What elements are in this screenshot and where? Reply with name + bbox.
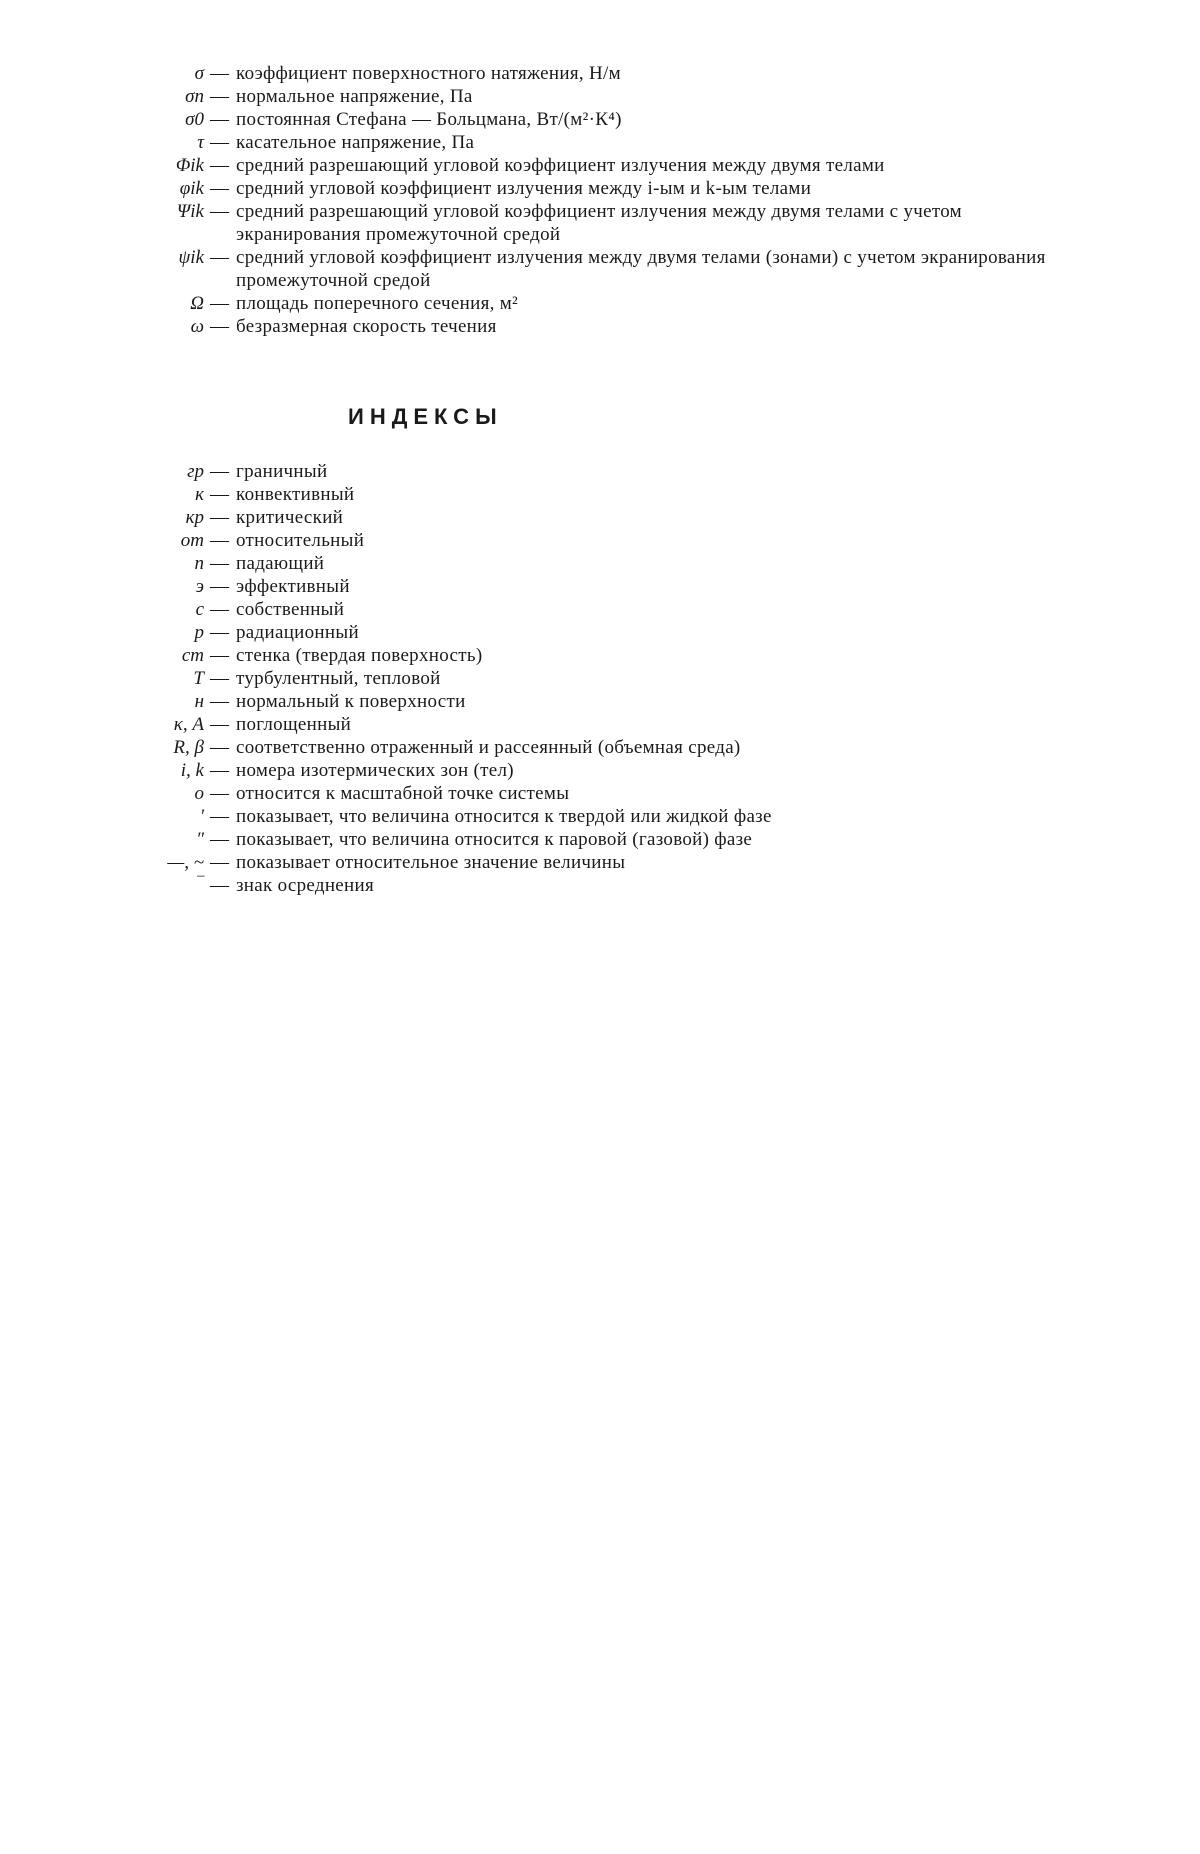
dash-separator: — (210, 484, 229, 505)
index-entry (0, 552, 1200, 575)
symbol: гр (187, 461, 204, 482)
index-entry (0, 805, 1200, 828)
symbol: от (180, 530, 204, 551)
dash-separator: — (210, 86, 229, 107)
definition: средний угловой коэффициент излучения между i-ым и k-ым телами (236, 178, 812, 199)
symbol-entry (0, 200, 1200, 246)
definition: нормальное напряжение, Па (236, 86, 473, 107)
definition: эффективный (236, 576, 350, 597)
index-entry (0, 851, 1200, 874)
dash-separator: — (210, 109, 229, 130)
dash-separator: — (210, 783, 229, 804)
index-entry (0, 690, 1200, 713)
definition: постоянная Стефана — Больцмана, Вт/(м²·К⁴) (236, 109, 622, 130)
definition: средний разрешающий угловой коэффициент излучения между двумя телами (236, 155, 885, 176)
symbol: Ω (190, 293, 204, 314)
definition: средний разрешающий угловой коэффициент излучения между двумя телами с учетом экранирования промежуточной средой (236, 201, 962, 245)
symbol-entry (0, 131, 1200, 154)
definition: конвективный (236, 484, 355, 505)
index-entry (0, 874, 1200, 897)
dash-separator: — (210, 668, 229, 689)
index-entry (0, 713, 1200, 736)
dash-separator: — (210, 622, 229, 643)
dash-separator: — (210, 293, 229, 314)
index-entry (0, 483, 1200, 506)
definition: радиационный (236, 622, 359, 643)
dash-separator: — (210, 875, 229, 896)
index-entry (0, 828, 1200, 851)
symbol: ψik (178, 247, 204, 268)
definition: средний угловой коэффициент излучения между двумя телами (зонами) с учетом экранирования промежуточной средой (236, 247, 1046, 291)
dash-separator: — (210, 201, 229, 222)
index-entry (0, 598, 1200, 621)
definition: знак осреднения (236, 875, 375, 896)
definition: нормальный к поверхности (236, 691, 466, 712)
definition: площадь поперечного сечения, м² (236, 293, 519, 314)
dash-separator: — (210, 132, 229, 153)
symbol: φik (179, 178, 204, 199)
symbol: τ (197, 132, 204, 153)
dash-separator: — (210, 737, 229, 758)
symbol: ст (181, 645, 204, 666)
symbol: σ (194, 63, 204, 84)
dash-separator: — (210, 645, 229, 666)
index-list (0, 460, 1200, 897)
symbol: с (195, 599, 204, 620)
dash-separator: — (210, 316, 229, 337)
definition: стенка (твердая поверхность) (236, 645, 483, 666)
dash-separator: — (210, 806, 229, 827)
symbol: Φik (175, 155, 204, 176)
index-entry (0, 575, 1200, 598)
dash-separator: — (210, 63, 229, 84)
symbol: κ, A (173, 714, 204, 735)
symbol-entry (0, 292, 1200, 315)
symbol-entry (0, 246, 1200, 292)
dash-separator: — (210, 507, 229, 528)
dash-separator: — (210, 178, 229, 199)
symbol: ω (190, 316, 204, 337)
symbol: э (195, 576, 204, 597)
index-entry (0, 667, 1200, 690)
dash-separator: — (210, 247, 229, 268)
dash-separator: — (210, 852, 229, 873)
section-heading: ИНДЕКСЫ (348, 404, 503, 429)
dash-separator: — (210, 714, 229, 735)
symbol-entry (0, 154, 1200, 177)
definition: показывает, что величина относится к паровой (газовой) фазе (236, 829, 753, 850)
definition: соответственно отраженный и рассеянный (объемная среда) (236, 737, 741, 758)
symbol-entry (0, 315, 1200, 338)
definition: собственный (236, 599, 345, 620)
symbol: —, ~ (167, 852, 204, 873)
symbol: ″ (196, 829, 204, 850)
definition: поглощенный (236, 714, 352, 735)
index-entry (0, 529, 1200, 552)
symbol: п (194, 553, 204, 574)
definition: касательное напряжение, Па (236, 132, 475, 153)
symbol-entry (0, 108, 1200, 131)
definition: относится к масштабной точке системы (236, 783, 570, 804)
symbol: о (194, 783, 204, 804)
dash-separator: — (210, 599, 229, 620)
dash-separator: — (210, 461, 229, 482)
definition: номера изотермических зон (тел) (236, 760, 514, 781)
dash-separator: — (210, 553, 229, 574)
definition: коэффициент поверхностного натяжения, Н/м (236, 63, 621, 84)
definition: критический (236, 507, 344, 528)
definition: граничный (236, 461, 328, 482)
index-entry (0, 736, 1200, 759)
definition: безразмерная скорость течения (236, 316, 497, 337)
index-entry (0, 460, 1200, 483)
index-entry (0, 782, 1200, 805)
index-entry (0, 506, 1200, 529)
dash-separator: — (210, 829, 229, 850)
dash-separator: — (210, 576, 229, 597)
symbol-list (0, 62, 1200, 338)
symbol: i, k (180, 760, 204, 781)
dash-separator: — (210, 530, 229, 551)
symbol: Ψik (176, 201, 204, 222)
symbol: р (194, 622, 204, 643)
definition: показывает относительное значение величины (236, 852, 626, 873)
definition: турбулентный, тепловой (236, 668, 441, 689)
symbol-entry (0, 62, 1200, 85)
index-entry (0, 621, 1200, 644)
symbol: ′ (199, 806, 204, 827)
symbol-entry (0, 85, 1200, 108)
symbol: σn (185, 86, 204, 107)
dash-separator: — (210, 691, 229, 712)
symbol-entry (0, 177, 1200, 200)
symbol: н (194, 691, 204, 712)
symbol: к (195, 484, 204, 505)
symbol: ‾ (197, 875, 204, 896)
symbol: T (193, 668, 204, 689)
symbol: кр (185, 507, 204, 528)
symbol: σ0 (185, 109, 204, 130)
definition: падающий (236, 553, 325, 574)
definition: показывает, что величина относится к твердой или жидкой фазе (236, 806, 772, 827)
symbol: R, β (173, 737, 204, 758)
index-entry (0, 759, 1200, 782)
index-entry (0, 644, 1200, 667)
dash-separator: — (210, 155, 229, 176)
dash-separator: — (210, 760, 229, 781)
definition: относительный (236, 530, 365, 551)
